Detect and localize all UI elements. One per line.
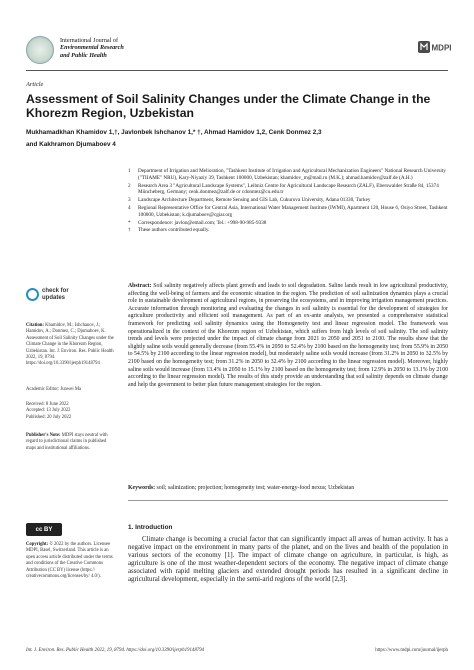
- publisher-note-text: MDPI stays neutral with regard to jurisdictional claims in published maps and institutional affiliations.: [26, 433, 108, 451]
- check-for-updates-button[interactable]: [26, 286, 106, 316]
- journal-logo: [26, 36, 54, 64]
- check-updates-line-2: updates: [42, 294, 66, 301]
- cc-by-license-badge[interactable]: cc BY: [26, 523, 62, 536]
- affiliation-number: 2: [128, 182, 131, 189]
- affiliation-item: [128, 205, 448, 219]
- affiliation-number: 3: [128, 197, 131, 204]
- journal-line-3: and Public Health: [60, 51, 107, 59]
- article-title: Assessment of Soil Salinity Changes under the Climate Change in the Khorezm Region, Uzbekistan: [26, 92, 431, 120]
- affiliation-text: Landscape Architecture Department, Remote Sensing and GIS Lab, Cukurova University, Adana 01330, Turkey: [138, 197, 371, 204]
- affiliation-number: 1: [128, 168, 131, 174]
- affiliation-item: [128, 183, 448, 197]
- copyright-text: © 2022 by the authors. Licensee MDPI, Basel, Switzerland. This article is an open access article distributed under the terms and conditions of the Creative Commons Attribution (CC BY) license (https:// creativecommons.org/licenses/by/ 4.0/).: [26, 542, 113, 580]
- check-updates-line-1: check for: [42, 288, 69, 294]
- dates-block: [26, 402, 114, 421]
- abstract-label: Abstract:: [128, 283, 152, 289]
- accepted-date: Accepted: 13 July 2022: [26, 408, 71, 414]
- authors-line-2: and Kakhramon Djumaboev 4: [26, 141, 116, 148]
- author-list: [26, 127, 446, 151]
- introduction-heading: 1. Introduction: [128, 524, 173, 531]
- check-updates-icon: [26, 288, 39, 301]
- mdpi-logo: [418, 40, 452, 54]
- copyright-block: [26, 542, 114, 580]
- mdpi-logo-text: MDPI: [431, 43, 452, 53]
- keywords: [128, 485, 448, 492]
- affiliations: [128, 168, 448, 235]
- footer-journal-link[interactable]: https://www.mdpi.com/journal/ijerph: [375, 648, 448, 653]
- keywords-divider: [128, 500, 448, 501]
- keywords-label: Keywords:: [128, 485, 156, 491]
- journal-line-1: International Journal of: [60, 37, 119, 44]
- page-footer: [26, 648, 448, 653]
- header-divider: [26, 70, 448, 71]
- affiliation-item: [128, 220, 448, 227]
- introduction-text: Climate change is becoming a crucial factor that can significantly impact all areas of human activity. It has a negative impact on the environment in many parts of the planet, and on the lives and health of the population in various sectors of the economy [1]. The impact of climate change on agriculture, in particular, is high, as agriculture is one of the most weather-dependent sectors of the economy. The negative impact of climate change associated with rapid melting glaciers and extended drought periods has resulted in a significant decline in agricultural development, especially in the semi-arid regions of the world [2,3].: [128, 536, 448, 584]
- received-date: Received: 8 June 2022: [26, 402, 69, 407]
- academic-editor: [26, 387, 114, 393]
- affiliation-text: Research Area 3 "Agricultural Landscape Systems", Leibniz Centre for Agricultural Landscape Research (ZALF), Eberswalder Straße 84, 15374 Müncheberg, Germany; cenk.donmez@zalf.de or cdonmez@cu.edu.tr: [138, 182, 439, 196]
- journal-name: [60, 37, 124, 59]
- citation-text: Khamidov, M.; Ishchanov, J.; Hamidov, A.; Donmez, C.; Djumaboev, K. Assessment of Soil Salinity Changes under the Climate Change in the Khorezm Region, Uzbekistan. Int. J. Environ. Res. Public Health 2022, 19, 8794. https://doi.org/10.3390/ijerph19148794: [26, 323, 114, 367]
- copyright-label: Copyright:: [26, 542, 49, 547]
- affiliation-item: [128, 168, 448, 182]
- affiliation-item: [128, 227, 448, 234]
- abstract: [128, 283, 448, 389]
- affiliation-text: Correspondence: javlon@email.com; Tel.: +998-90-985-9338: [138, 219, 267, 226]
- journal-line-2: Environmental Research: [60, 44, 124, 52]
- keywords-text: soil; salinization; projection; homogeneity test; water-energy-food nexus; Uzbekistan: [156, 485, 355, 491]
- abstract-text: Soil salinity negatively affects plant growth and leads to soil degradation. Saline lands result in low agricultural productivity, affecting the well-being of farmers and the economic situation in the region. The prediction of soil salinization dynamics plays a crucial role in sustainable development of agricultural regions, in preserving the ecosystems, and in improving irrigation management practices. Accurate information through monitoring and evaluating the changes in soil salinity is essential for the development of strategies for agriculture productivity and efficient soil management. As part of an ex-ante analysis, we presented a comprehensive statistical framework for predicting soil salinity dynamics using the Homogeneity test and linear regression model. The framework was operationalized in the context of the Khorezm region of Uzbekistan, which suffers from high levels of soil salinity. The soil salinity trends and levels were projected under the impact of climate change from 2021 to 2050 and 2051 to 2100. The results show that the slightly saline soils would generally decrease (from 55.4% in 2050 to 52.4% by 2100 based on the homogeneity test; from 55.9% in 2050 to 54.5% by 2100 according to the linear regression model), but moderately saline soils would increase (from 31.2% in 2050 to 32.5% by 2100 based on the homogeneity test; from 31.2% in 2050 to 32.4% by 2100 according to the linear regression model). Moreover, highly saline soils would increase (from 13.4% in 2050 to 15.1% by 2100 based on the homogeneity test; from 12.9% in 2050 to 13.1% by 2100 according to the linear regression model). The results of this study provide an understanding that soil salinity depends on climate change and help the government to better plan future management strategies for the region.: [128, 283, 448, 388]
- affiliation-text: These authors contributed equally.: [138, 227, 210, 234]
- citation-block: [26, 323, 114, 368]
- footer-citation: Int. J. Environ. Res. Public Health 2022, 19, 8794. https://doi.org/10.3390/ijerph19148794: [26, 648, 205, 653]
- affiliation-item: [128, 197, 448, 204]
- authors-line-1: Mukhamadkhan Khamidov 1,†, Javlonbek Ishchanov 1,* †, Ahmad Hamidov 1,2, Cenk Donmez 2,3: [26, 129, 322, 136]
- affiliation-text: Department of Irrigation and Melioration, "Tashkent Institute of Irrigation and Agricultural Mechanization Engineers" National Research University ("TIIAME" NRU), Kary-Niyaziy 39, Tashkent 100000, Uzbekistan; khamidov_m@mail.ru (M.K.); ahmad.hamidov@zalf.de (A.H.): [138, 168, 446, 181]
- affiliation-number: †: [128, 227, 131, 234]
- editor-label: Academic Editor:: [26, 387, 60, 392]
- article-type: Article: [26, 81, 44, 88]
- editor-name: Junwei Ma: [60, 387, 82, 392]
- affiliation-number: *: [128, 219, 131, 226]
- citation-label: Citation:: [26, 323, 44, 328]
- publisher-note-label: Publisher's Note:: [26, 433, 61, 438]
- publisher-note: [26, 433, 114, 452]
- affiliation-text: Regional Representative Office for Central Asia, International Water Management Institute (IWMI), Apartment 120, House 6, Osiyo Street, Tashkent 100000, Uzbekistan; k.djumaboev@cgiar.org: [138, 204, 448, 218]
- published-date: Published: 20 July 2022: [26, 414, 72, 420]
- affiliation-number: 4: [128, 204, 131, 211]
